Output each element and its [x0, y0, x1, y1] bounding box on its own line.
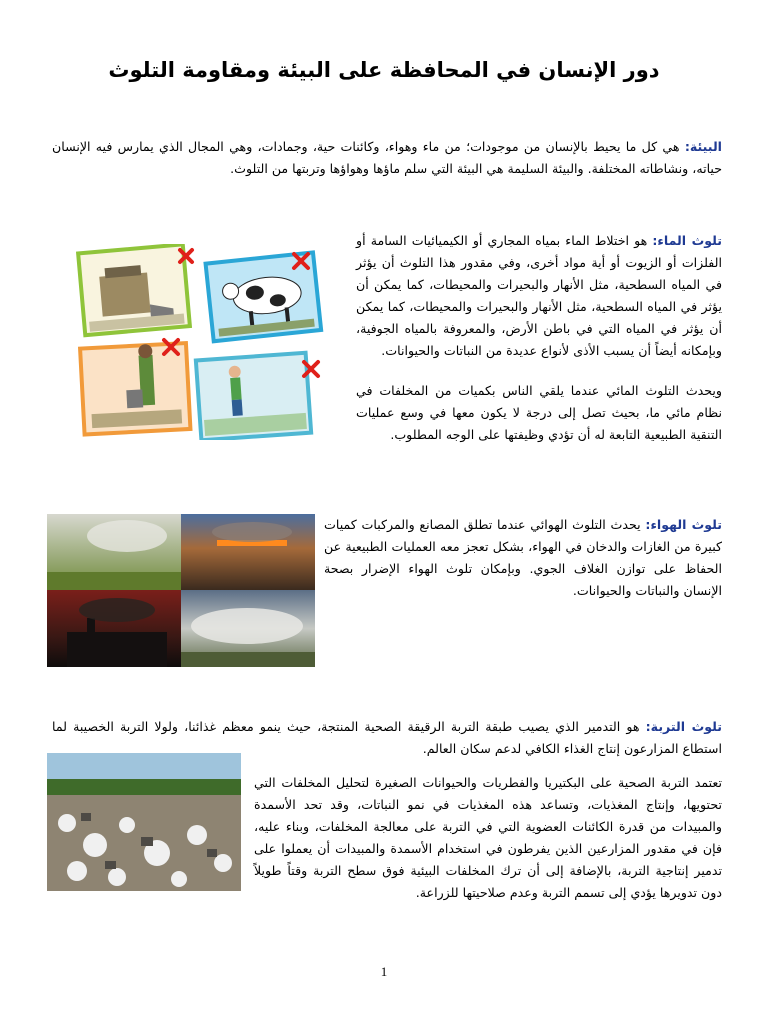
factory-smoke-photo	[47, 590, 181, 667]
water-pollution-illustrations	[76, 244, 326, 440]
page-title: دور الإنسان في المحافظة على البيئة ومقاومة التلوث	[108, 58, 660, 82]
sewage-drawing	[78, 244, 190, 335]
garbage-dump-photo	[47, 753, 241, 891]
air-text: يحدث التلوث الهوائي عندما تطلق المصانع والمركبات كميات كبيرة من الغازات والدخان في الهواء، بشكل تعجز معه العمليات الطبيعية عن الحفاظ على توازن الغلاف الجوي. وبإمكان تلوث الهواء الإضرار بصحة الإنسان والنباتات والحيوانات.	[324, 517, 722, 598]
container-drawing	[80, 342, 190, 434]
smoky-landscape-photo	[181, 590, 315, 667]
water-term: تلوث الماء:	[652, 233, 722, 248]
water-paragraph-1	[356, 230, 722, 362]
smoke-field-photo	[47, 514, 181, 590]
environment-paragraph	[52, 136, 722, 180]
soil-text-2: تعتمد التربة الصحية على البكتيريا والفطريات والحيوانات الصغيرة لتحليل المخلفات التي تحتويها، وإنتاج المغذيات، وتساعد هذه المغذيات في نمو النباتات، وقد تحد الأسمدة والمبيدات من قدرة الكائنات العضوية التي في التربة على معالجة المخلفات، وبناء عليه، فإن في مقدور المزارعين الذين يفرطون في استخدام الأسمدة والمبيدات أن يعملوا على تدمير إنتاجية التربة، بالإضافة إلى أن ترك المخلفات البيئية فوق سطح التربة وقتاً طويلاً دون تدويرها يؤدي إلى تسمم التربة وعدم صلاحيتها للزراعة.	[254, 775, 722, 900]
boy-drawing	[196, 353, 311, 440]
soil-text-1: هو التدمير الذي يصيب طبقة التربة الرقيقة الصحية المنتجة، حيث ينمو معظم غذائنا، ولولا التربة الخصيبة لما استطاع المزارعون إنتاج الغذاء الكافي لدعم سكان العالم.	[52, 719, 722, 756]
burning-field-photo	[181, 514, 315, 590]
water-paragraph-2	[356, 380, 722, 446]
page-number: 1	[380, 964, 388, 979]
environment-term: البيئة:	[684, 139, 722, 154]
soil-paragraph-2	[254, 772, 722, 904]
water-text-1: هو اختلاط الماء بمياه المجاري أو الكيميائيات السامة أو الفلزات أو الزيوت أو أية مواد أخرى، وفي مقدور هذا التلوث أن يؤثر في المياه السطحية، مثل الأنهار والبحيرات والمحيطات، كما يمكن أن يؤثر في المياه السطحية، مثل الأنهار والبحيرات والمحيطات، كما يمكن أن يؤثر في المياه التي في باطن الأرض، والمعروفة بالمياه الجوفية، وبإمكانه أيضاً أن يسبب الأذى لأنواع عديدة من النباتات والحيوانات.	[356, 233, 722, 358]
air-term: تلوث الهواء:	[645, 517, 723, 532]
environment-text: هي كل ما يحيط بالإنسان من موجودات؛ من ماء وهواء، وكائنات حية، وجمادات، وهي المجال الذي يمارس فيه الإنسان حياته، ونشاطاته المختلفة. والبيئة السليمة هي البيئة التي سلم ماؤها وهواؤها وتربتها من التلوث.	[52, 139, 722, 176]
water-text-2: ويحدث التلوث المائي عندما يلقي الناس بكميات من المخلفات في نظام مائي ما، بحيث تصل إلى درجة لا يكون معها في وسع عمليات التنقية الطبيعية التابعة له أن تؤدي وظيفتها على الوجه المطلوب.	[356, 383, 722, 442]
air-pollution-photos	[47, 514, 315, 667]
soil-term: تلوث التربة:	[645, 719, 722, 734]
air-paragraph	[324, 514, 722, 602]
